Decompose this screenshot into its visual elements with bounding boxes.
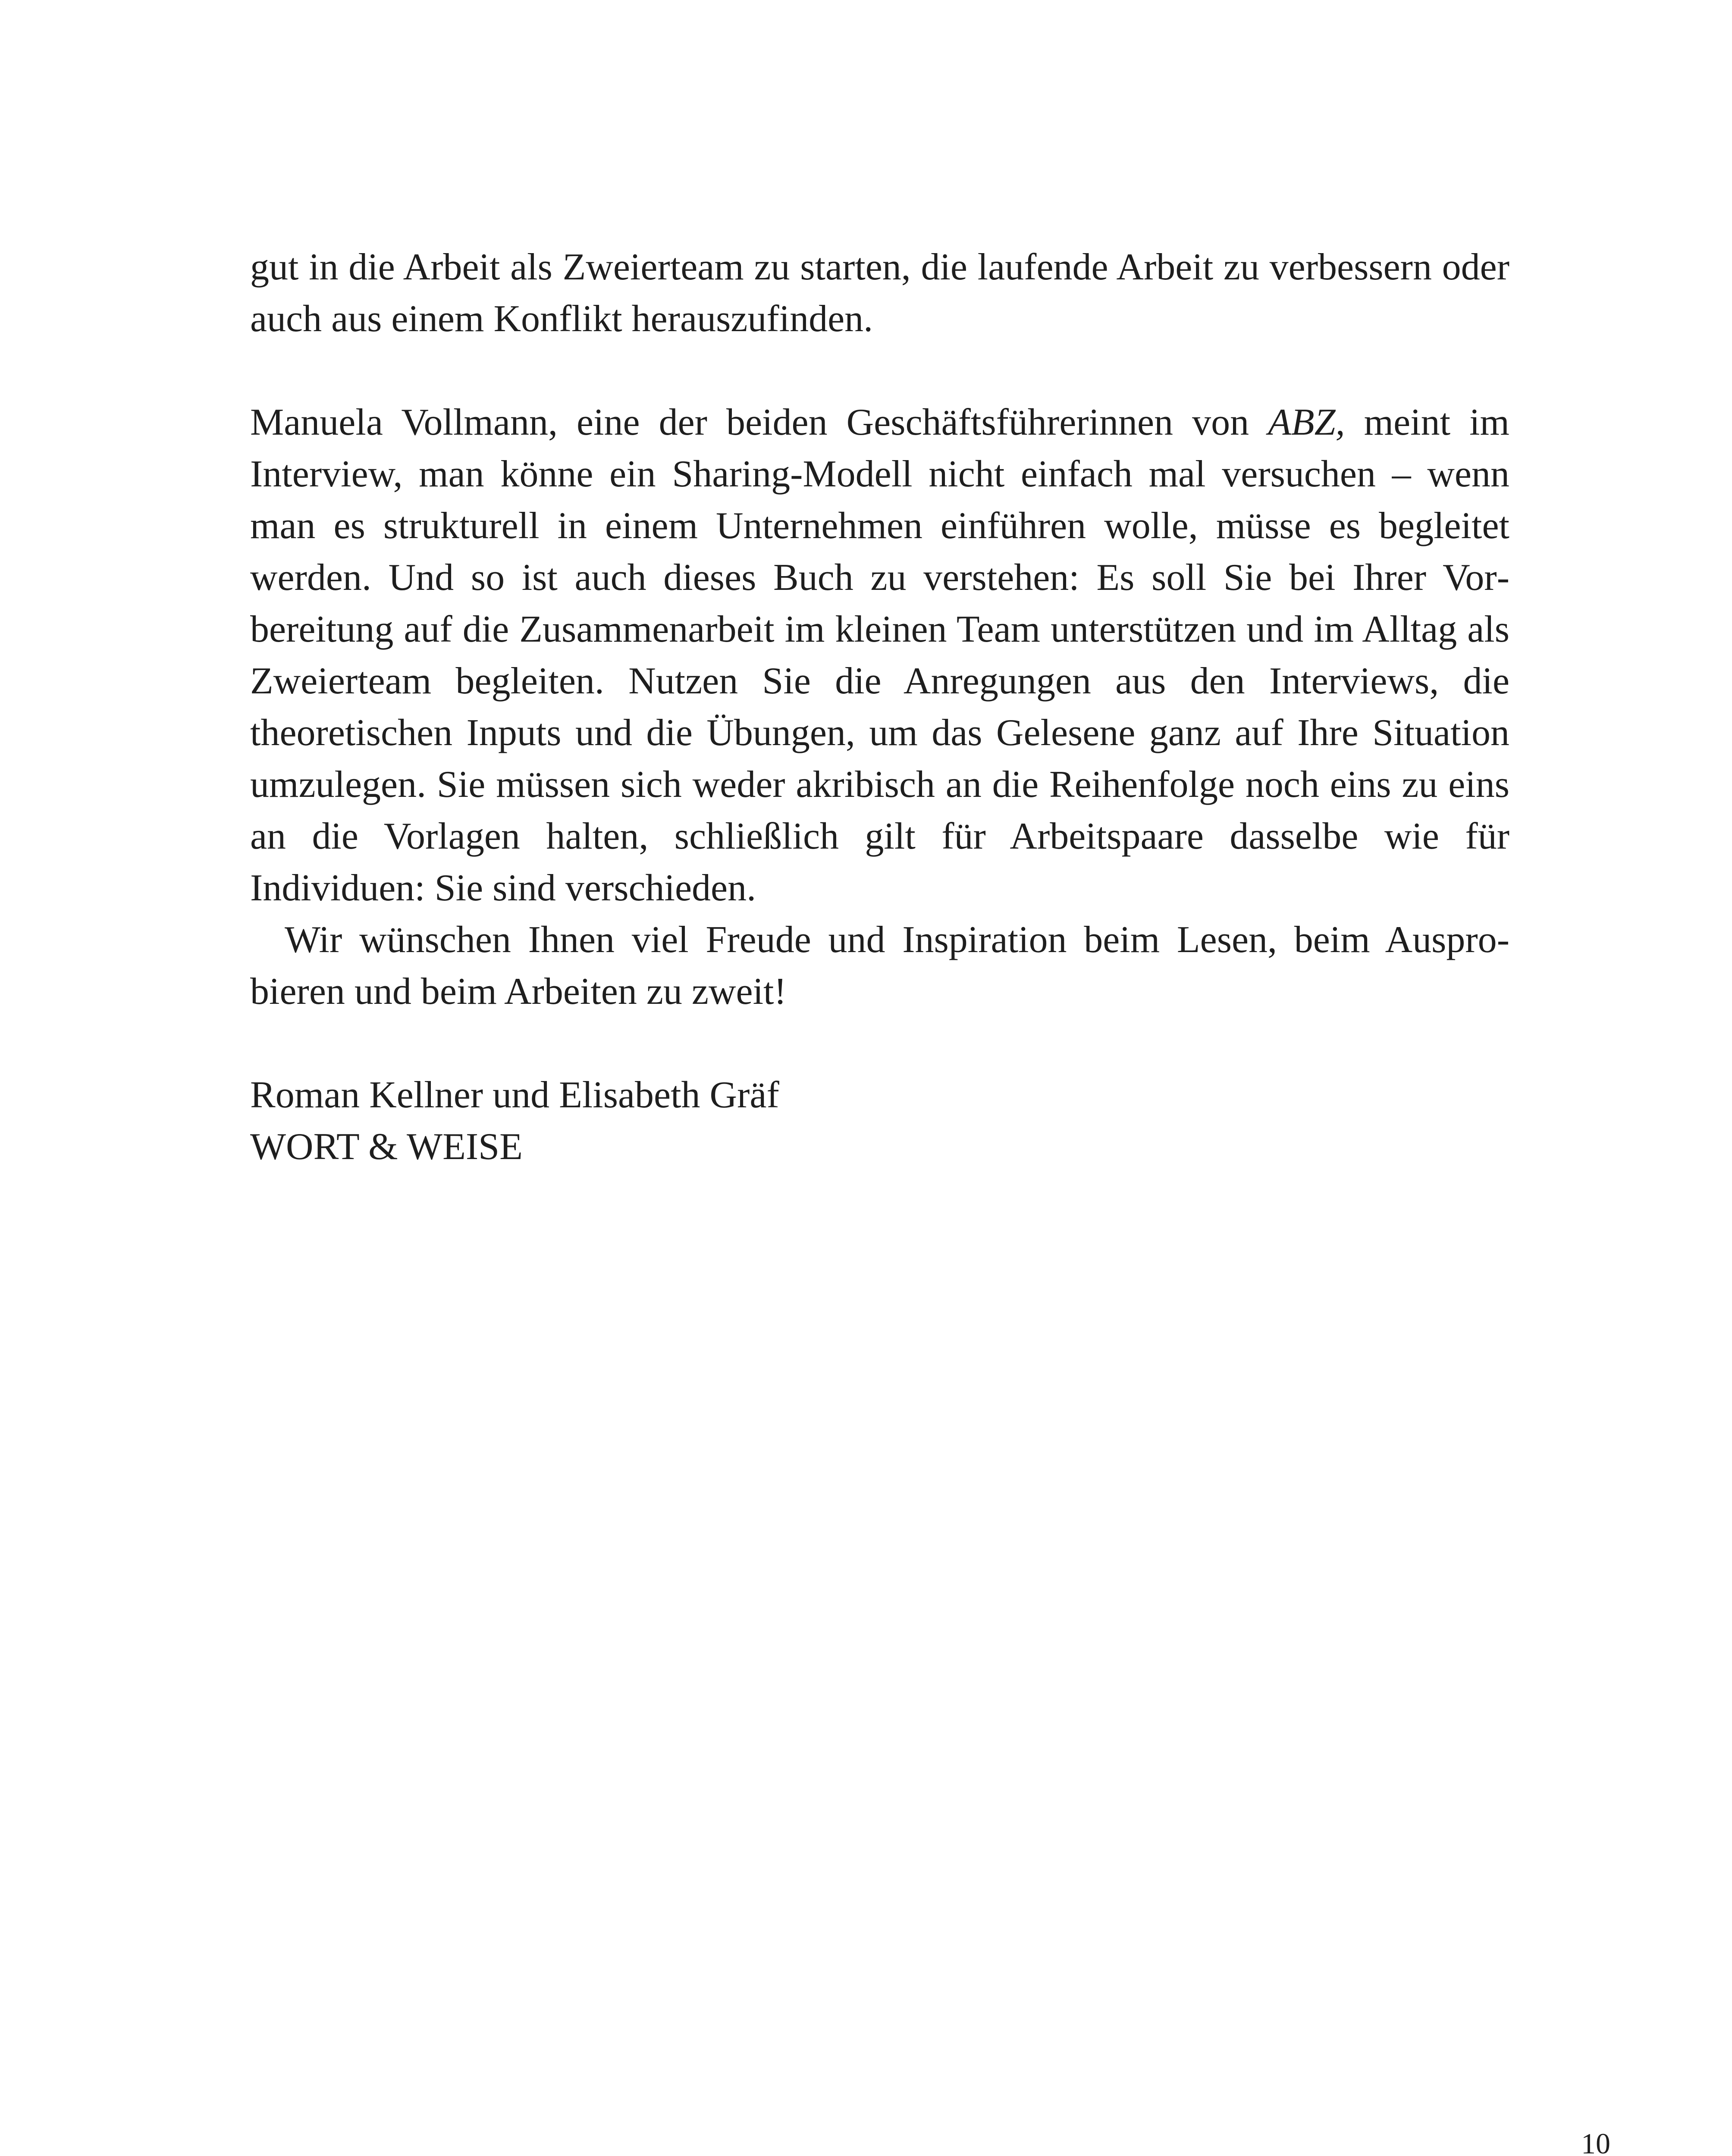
paragraph-intro-continuation: gut in die Arbeit als Zweierteam zu starten, die laufende Arbeit zu verbessern oder auch aus einem Konflikt herauszufinden. xyxy=(250,246,1509,340)
body-text xyxy=(250,241,1509,1173)
signature xyxy=(250,1069,1509,1173)
signature-company: WORT & WEISE xyxy=(250,1126,523,1168)
paragraph-vollmann-start: Manuela Vollmann, eine der beiden Geschäftsführerinnen von xyxy=(250,401,1268,443)
page-number-left: 10 xyxy=(1581,2127,1610,2156)
paragraph-vollmann xyxy=(250,397,1509,914)
signature-authors: Roman Kellner und Elisabeth Gräf xyxy=(250,1074,779,1116)
paragraph-wishes: Wir wünschen Ihnen viel Freude und Inspiration beim Lesen, beim Ausprobieren und beim Arbeiten zu zweit! xyxy=(250,919,1509,1012)
paragraph-vollmann-rest: meint im Interview, man könne ein Sharing-Modell nicht einfach mal versuchen – wenn man es strukturell in einem Unternehmen einführen wolle, müsse es begleitet werden. Und so ist auch dieses Buch zu verstehen: Es soll Sie bei Ihrer Vorbereitung auf die Zusammenarbeit im kleinen Team unterstützen und im Alltag als Zweierteam begleiten. Nutzen Sie die Anregungen aus den Interviews, die theoretischen Inputs und die Übungen, um das Gelesene ganz auf Ihre Situation umzulegen. Sie müssen sich weder akribisch an die Reihenfolge noch eins zu eins an die Vorlagen halten, schließlich gilt für Arbeitspaare dasselbe wie für Individuen: Sie sind verschieden. xyxy=(250,401,1510,909)
page-number xyxy=(1570,2124,1622,2156)
company-name-abz: ABZ, xyxy=(1268,401,1345,443)
